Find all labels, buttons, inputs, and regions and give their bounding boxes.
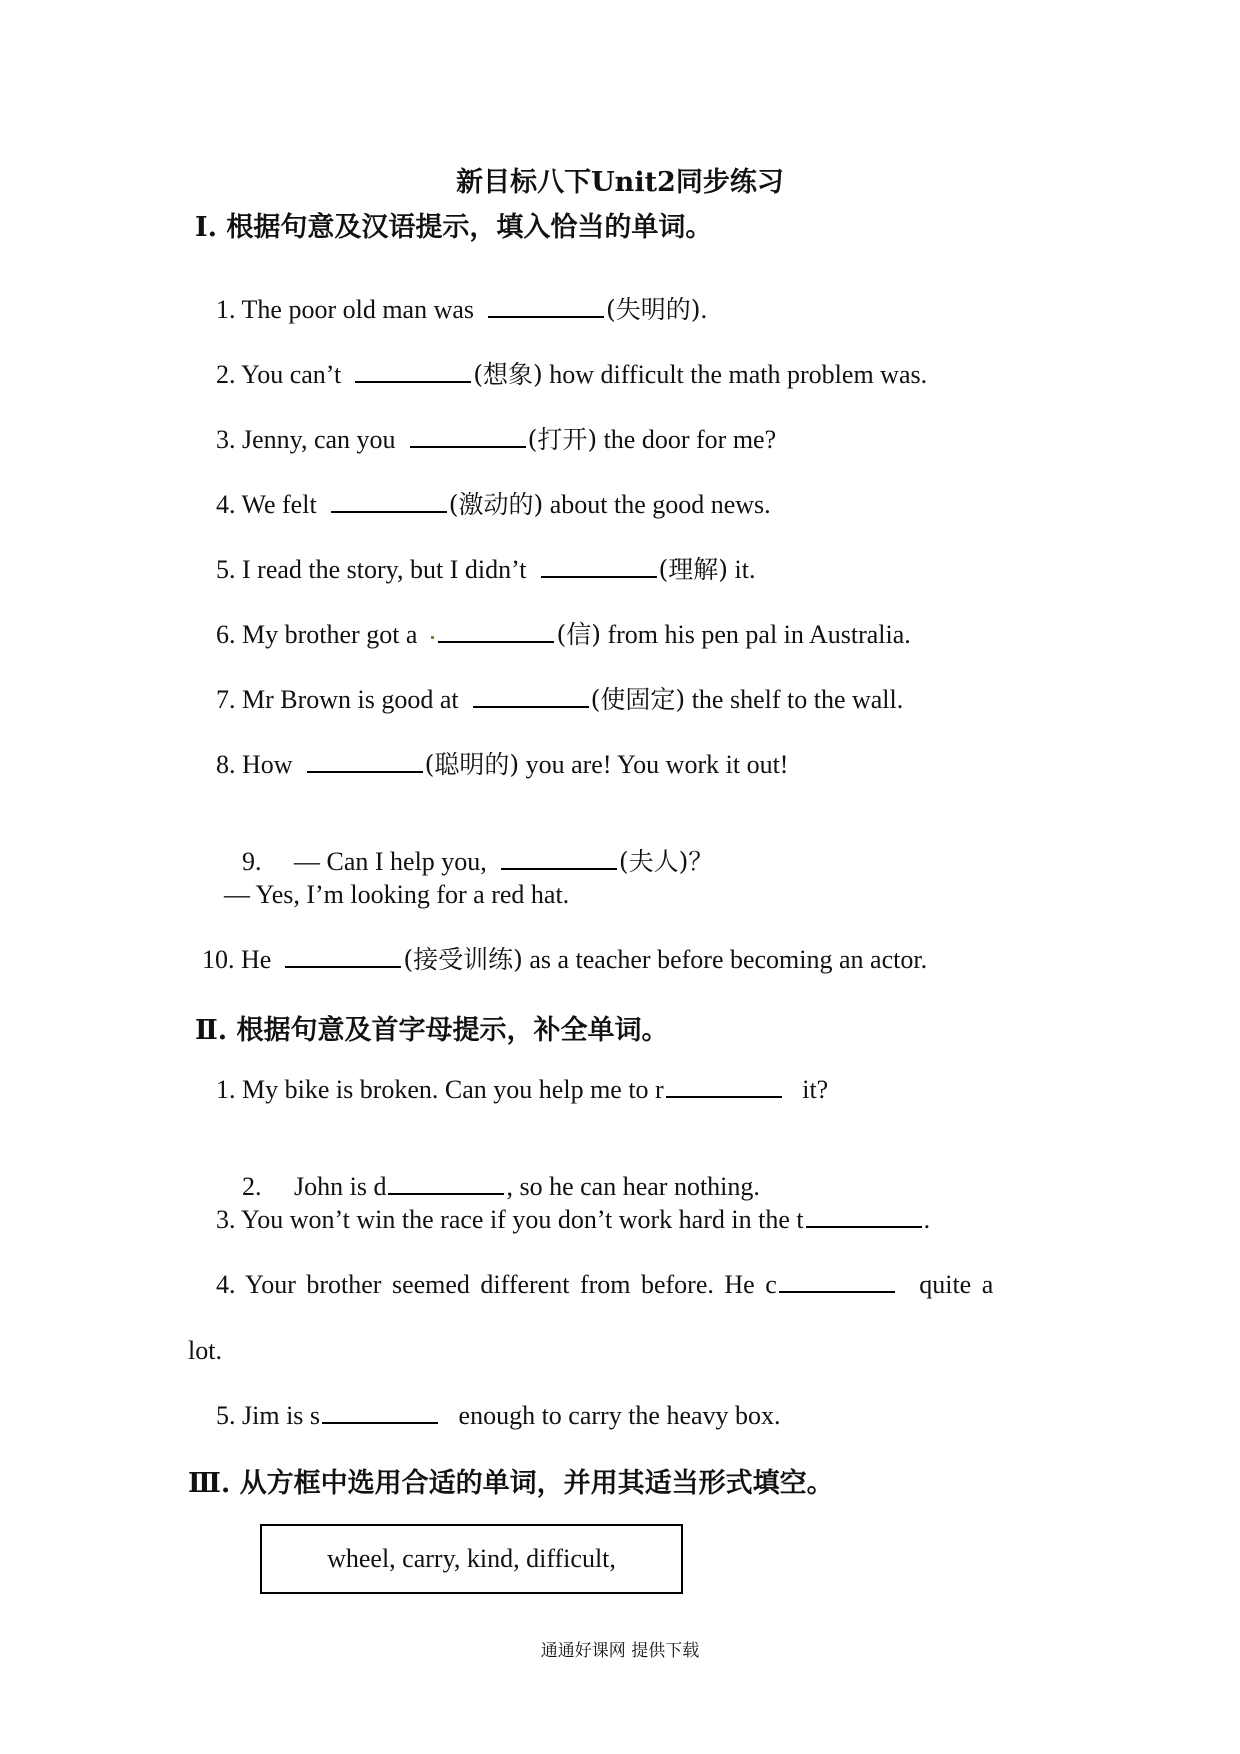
s1-item-4 [216,489,771,521]
scan-speck [431,636,434,639]
s1-item-3-text: 3. Jenny, can you [216,425,396,454]
s1-item-6-text: 6. My brother got a [216,620,418,649]
s1-item-10-post: as a teacher before becoming an actor. [522,945,928,974]
word-box: wheel, carry, kind, difficult, [260,1524,683,1594]
s1-item-4-hint: (激动的) [448,490,544,519]
s1-item-6-blank[interactable] [438,619,554,643]
s1-item-1 [216,294,707,326]
s1-item-1-post: . [700,295,708,324]
s1-item-5-text: 5. I read the story, but I didn’t [216,555,527,584]
s1-item-1-hint: (失明的) [606,295,701,324]
s2-item-1-text: 1. My bike is broken. Can you help me to r [216,1075,664,1104]
s1-item-3 [216,424,776,456]
s1-item-7 [216,684,903,716]
s1-item-10-hint: (接受训练) [403,945,523,974]
section-2-heading: Ⅱ. 根据句意及首字母提示，补全单词。 [195,1015,669,1046]
s1-item-7-post: the shelf to the wall. [685,685,904,714]
s2-item-2-text: 2. John is d [242,1172,387,1201]
s1-item-8-blank[interactable] [307,749,423,773]
s1-item-3-blank[interactable] [410,424,526,448]
s2-item-4-post: quite a [908,1270,994,1299]
s1-item-8 [216,749,788,781]
s2-item-3-post: . [923,1205,931,1234]
s2-item-5 [216,1400,781,1432]
s1-item-7-blank[interactable] [473,684,589,708]
s2-item-1-blank[interactable] [666,1074,782,1098]
section-3-heading: Ⅲ. 从方框中选用合适的单词，并用其适当形式填空。 [188,1468,834,1499]
s1-item-9-text: 9. — Can I help you, [242,847,487,876]
s2-item-5-text: 5. Jim is s [216,1401,321,1430]
s1-item-10-text: 10. He [202,945,272,974]
s1-item-10-blank[interactable] [285,944,401,968]
s1-item-8-post: you are! You work it out! [519,750,789,779]
s1-item-6 [216,619,911,651]
s1-item-9-hint: (夫人)？ [618,847,714,876]
s1-item-2 [216,359,927,391]
s2-item-3 [216,1204,930,1236]
s1-item-1-blank[interactable] [488,294,604,318]
s2-item-2-post: , so he can hear nothing. [506,1172,760,1201]
s1-item-4-post: about the good news. [543,490,771,519]
s1-item-6-hint: (信) [556,620,601,649]
s2-item-1-post: it? [795,1075,829,1104]
s1-item-4-blank[interactable] [331,489,447,513]
s1-item-5-blank[interactable] [541,554,657,578]
s1-item-2-blank[interactable] [355,359,471,383]
s1-item-9-blank[interactable] [501,846,617,870]
s1-item-4-text: 4. We felt [216,490,317,519]
s1-item-5 [216,554,755,586]
s2-item-4-text: 4. Your brother seemed different from before. He c [216,1270,777,1299]
s2-item-4-blank[interactable] [779,1269,895,1293]
s2-item-5-post: enough to carry the heavy box. [452,1401,781,1430]
s1-item-2-post: how difficult the math problem was. [542,360,928,389]
s2-item-1 [216,1074,828,1106]
s1-item-2-hint: (想象) [473,360,543,389]
s1-item-5-hint: (理解) [658,555,729,584]
s2-item-2-blank[interactable] [388,1171,504,1195]
s2-item-3-blank[interactable] [806,1204,922,1228]
s1-item-7-text: 7. Mr Brown is good at [216,685,459,714]
s2-item-4-cont: lot. [188,1336,222,1365]
s1-item-7-hint: (使固定) [590,685,686,714]
section-1-heading: Ⅰ. 根据句意及汉语提示，填入恰当的单词。 [195,212,713,243]
s2-item-5-blank[interactable] [322,1400,438,1424]
s1-item-1-text: 1. The poor old man was [216,295,475,324]
s1-item-9-answer: — Yes, I’m looking for a red hat. [224,880,570,909]
s1-item-6-post: from his pen pal in Australia. [600,620,911,649]
s1-item-2-text: 2. You can’t [216,360,342,389]
s1-item-8-text: 8. How [216,750,293,779]
s1-item-10 [202,944,927,976]
s1-item-3-post: the door for me? [597,425,777,454]
s1-item-3-hint: (打开) [527,425,598,454]
s1-item-8-hint: (聪明的) [424,750,520,779]
s2-item-4 [216,1269,993,1301]
footer-credit: 通通好课网 提供下载 [540,1641,700,1661]
page-title: 新目标八下Unit2同步练习 [456,167,784,198]
s1-item-5-post: it. [728,555,756,584]
s2-item-3-text: 3. You won’t win the race if you don’t work hard in the t [216,1205,804,1234]
